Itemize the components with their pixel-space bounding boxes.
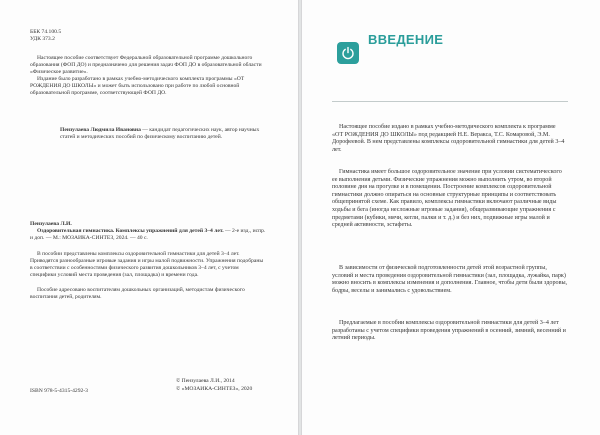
biblio-author: Пензулаева Л.И. xyxy=(30,221,72,227)
isbn: ISBN 978-5-4315-4292-3 xyxy=(30,388,88,394)
intro-paragraph-3: В зависимости от физической подготовленности детей этой возрастной группы, условий и места проведения оздоровительной гимнастики (зал, площадка, лужайка, парк) можно вносить в комплексы изменения и дополнения. Главное, чтобы дети были здоровы, бодры, веселы и занимались с удовольствием. xyxy=(332,265,568,294)
title-rule xyxy=(332,101,568,102)
udk-code: УДК 373.2 xyxy=(30,36,55,42)
biblio-rest: — 2-е изд., испр. и доп. — М.: МОЗАИКА-СИНТЕЗ, 2024. — 40 с. xyxy=(30,228,266,241)
power-icon xyxy=(341,46,355,60)
right-page xyxy=(302,0,600,435)
left-page xyxy=(0,0,298,435)
page-title: ВВЕДЕНИЕ xyxy=(368,32,444,47)
intro-paragraph-2: Гимнастика имеет большое оздоровительное значение при условии систематического ее выполнения детьми. Физические упражнения можно выполнить утром, во второй половине дня на прогулке и в помещении. Построение комплексов оздоровительной гимнастики должно опираться на основные структурные принципы и соответствовать общепринятой схеме. Как правило, комплексы гимнастики включают различные виды ходьбы и бега (иногда несложные игровые задания), общеразвивающие упражнения с предметами (кубики, мячи, кегли, палки и т. д.) и без них, подвижные игры малой и средней активности, эстафеты. xyxy=(332,169,562,229)
author-name: Пензулаева Людмила Ивановна xyxy=(60,127,141,133)
section-badge xyxy=(337,42,359,64)
copyright-author: © Пензулаева Л.И., 2014 xyxy=(176,378,235,384)
audience-note: Пособие адресовано воспитателям дошкольных организаций, методистам физического воспитания детей, родителям. xyxy=(30,287,245,300)
fop-notice: Настоящее пособие соответствует Федеральной образовательной программе дошкольного образования (ФОП ДО) и предназначено для решения задач ФОП ДО в образовательной области «Физическое развитие». xyxy=(30,55,262,75)
abstract: В пособии представлены комплексы оздоровительной гимнастики для детей 3–4 лет. Приводятся разнообразные игровые задания и игры малой подвижности. Упражнения подобраны в соответствии с особенностями физического развития дошкольников 3–4 лет, с учетом специфики условий места проведения (зал, площадка) и времени года. xyxy=(30,251,264,278)
author-block xyxy=(60,127,266,141)
bbk-code: ББК 74.100.5 xyxy=(30,29,62,35)
biblio-title: Оздоровительная гимнастика. Комплексы упражнений для детей 3–4 лет. xyxy=(37,228,224,234)
program-notice: Издание было разработано в рамках учебно-методического комплекта программы «ОТ РОЖДЕНИЯ ДО ШКОЛЫ» и может быть использовано при работе по любой основной образовательной программе, соответствующей ФОП ДО. xyxy=(30,76,245,96)
intro-paragraph-1: Настоящее пособие издано в рамках учебно-методического комплекта к программе «ОТ РОЖДЕНИЯ ДО ШКОЛЫ» под редакцией Н.Е. Веракса, Т.С. Комаровой, Э.М. Дорофеевой. В нем представлены комплексы оздоровительной гимнастики для детей 3–4 лет. xyxy=(332,124,565,153)
copyright-publisher: © «МОЗАИКА-СИНТЕЗ», 2020 xyxy=(176,386,253,392)
intro-paragraph-4: Предлагаемые в пособии комплексы оздоровительной гимнастики для детей 3–4 лет разработаны с учетом специфики проведения упражнений в осенний, зимний, весенний и летний периоды. xyxy=(332,320,566,342)
biblio-record xyxy=(30,228,266,242)
author-bio: — кандидат педагогических наук, автор научных статей и методических пособий по физическому воспитанию детей. xyxy=(60,127,260,140)
